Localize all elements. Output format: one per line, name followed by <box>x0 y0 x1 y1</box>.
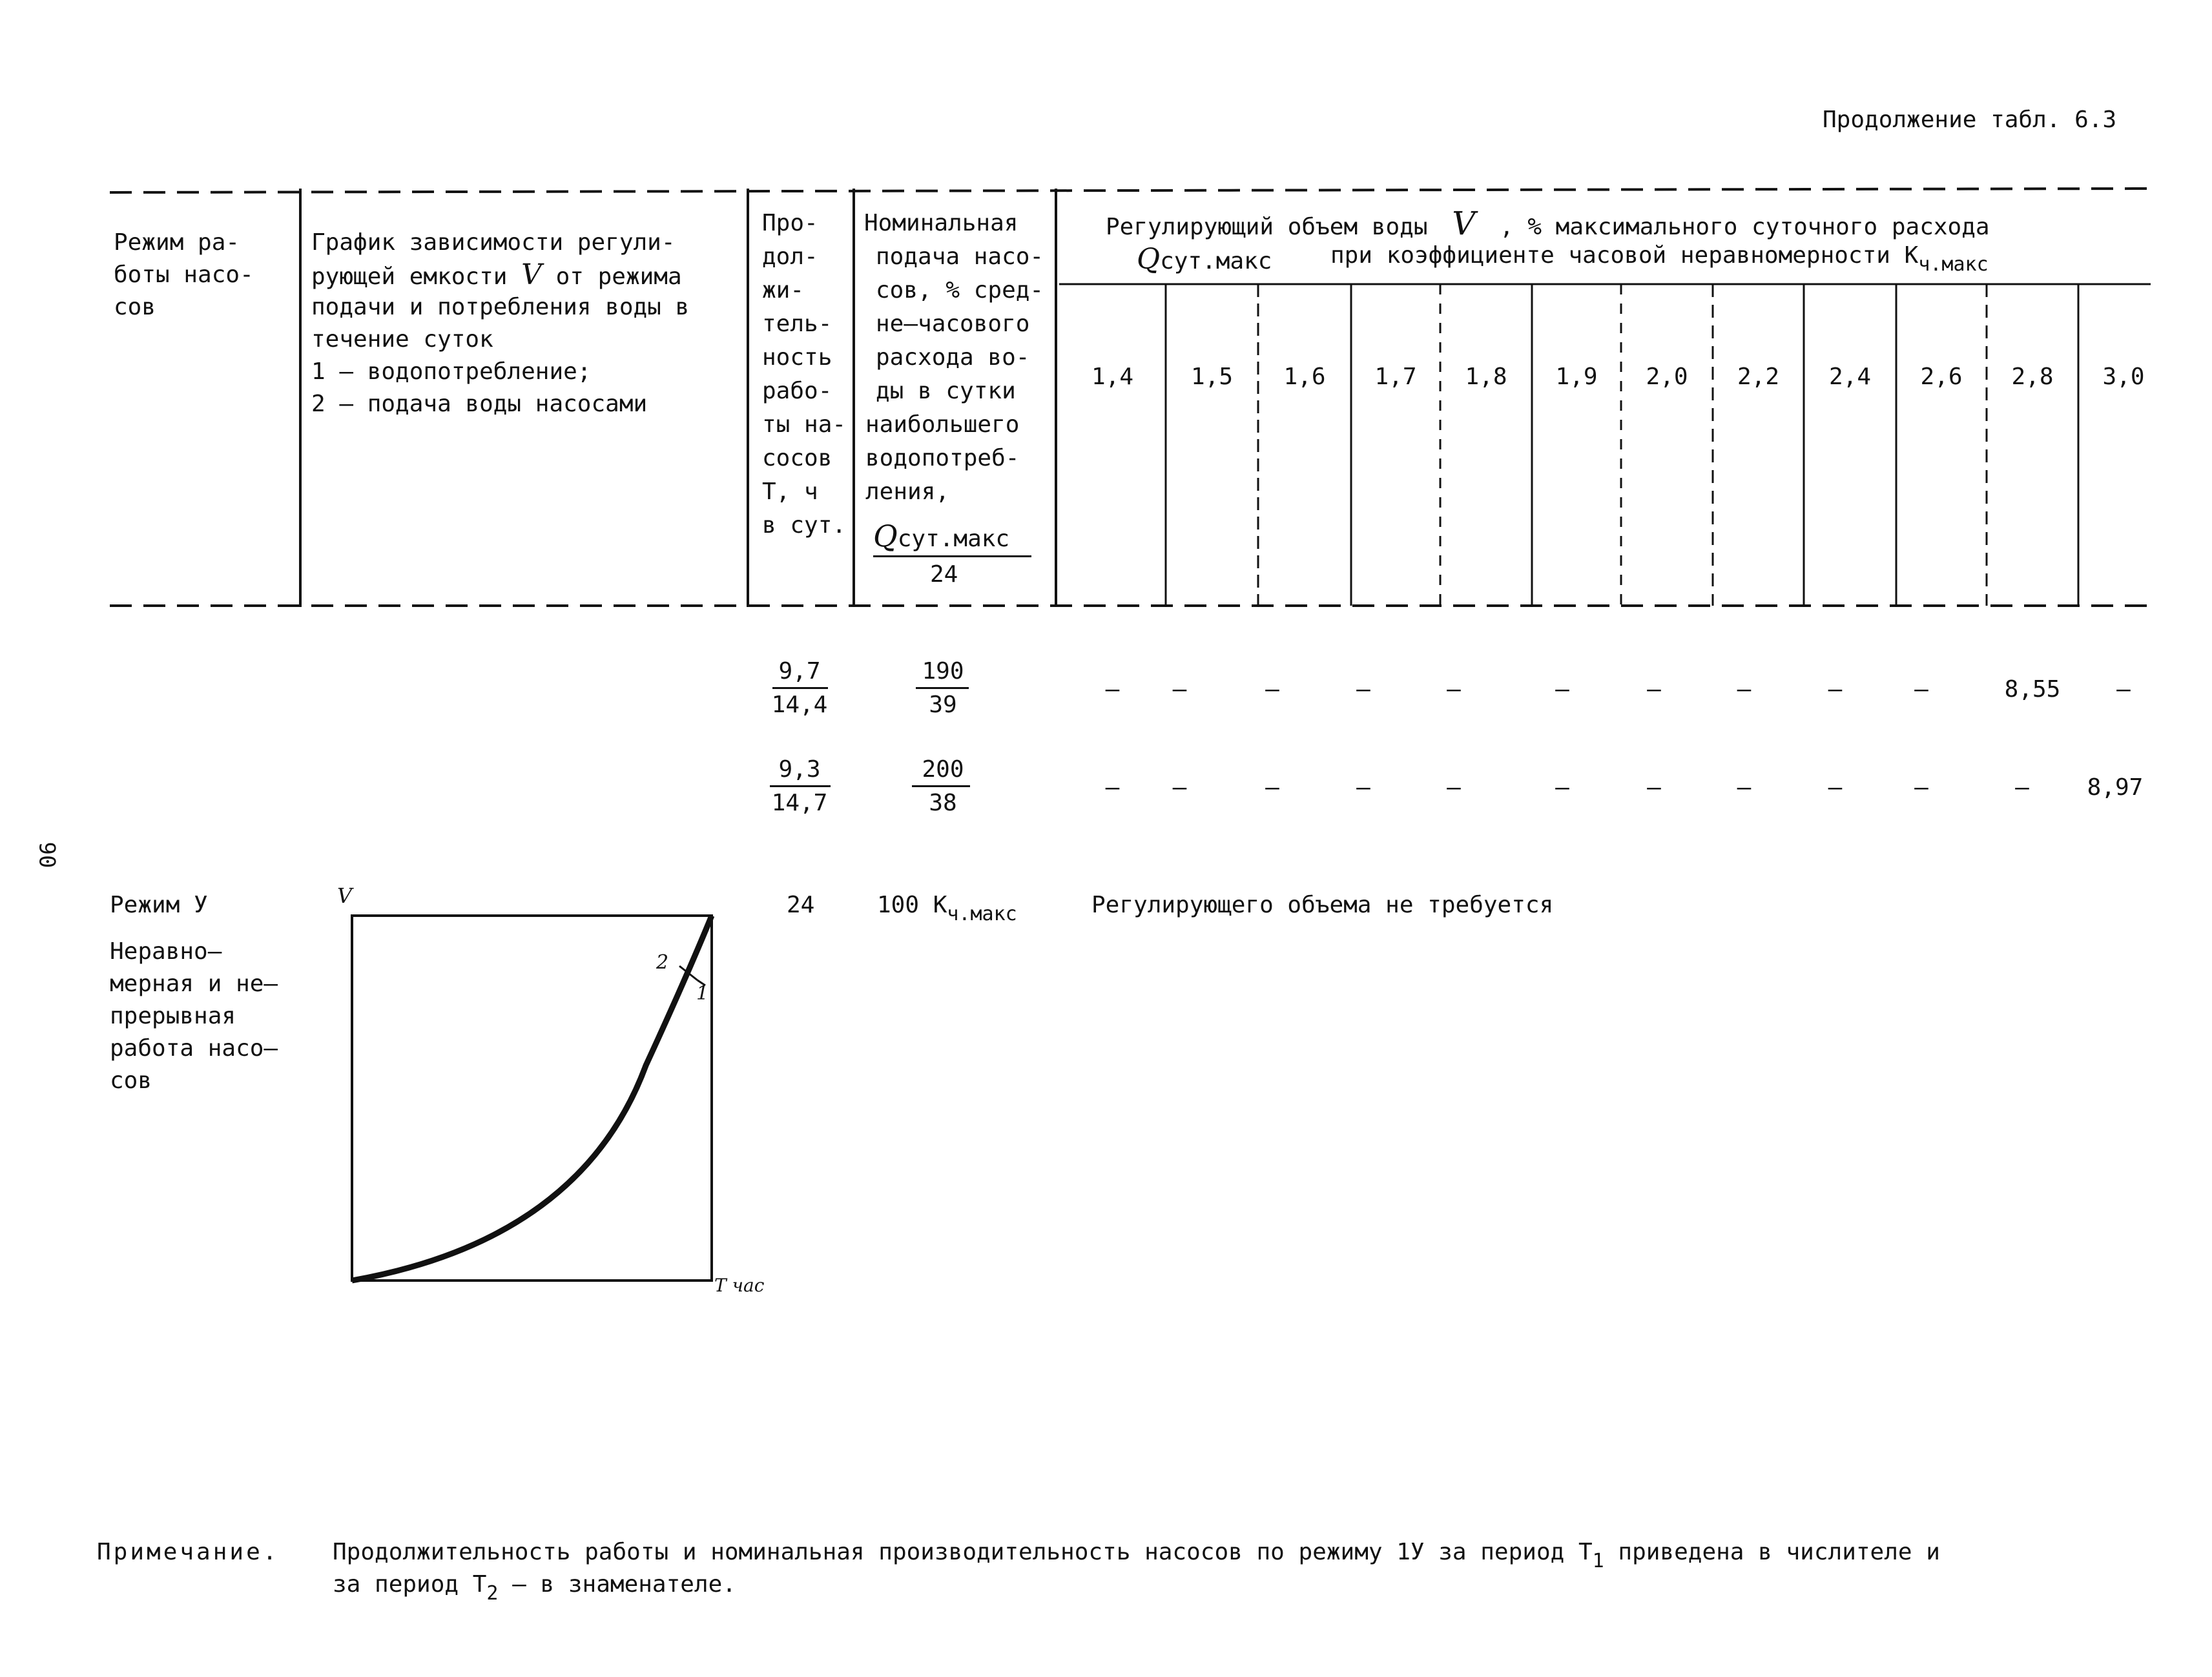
row2-value-9: – <box>1828 774 1843 801</box>
header-duration-line-7: ты на- <box>762 411 847 438</box>
header-graph-line-1: График зависимости регули- <box>311 229 676 256</box>
coef-header-11: 2,8 <box>2011 364 2054 390</box>
note-label: Примечание. <box>97 1539 280 1565</box>
mode5-desc-2: мерная и не– <box>110 971 278 997</box>
mode5-result: Регулирующего объема не требуется <box>1091 892 1554 918</box>
header-nominal-line-4: не–часового <box>876 311 1030 337</box>
row2-value-7: – <box>1647 774 1661 801</box>
header-duration-line-5: ность <box>762 344 832 371</box>
row2-value-4: – <box>1356 774 1370 801</box>
mode5-duration: 24 <box>787 892 815 918</box>
row2-value-8: – <box>1737 774 1752 801</box>
note-line-1: Продолжительность работы и номинальная производительность насосов по режиму 1У за период $T_1$ приведена в числителе и <box>333 1539 1940 1572</box>
header-graph-line-7: 2 – подача воды насосами <box>311 391 648 417</box>
header-nominal-line-7: наибольшего <box>865 411 1020 438</box>
row1-value-6: – <box>1555 676 1569 703</box>
mode5-desc-1: Неравно– <box>110 938 222 965</box>
header-duration-line-6: рабо- <box>762 378 832 404</box>
header-volume-line-1: Регулирующий объем воды V , % максимального суточного расхода <box>1106 205 1990 242</box>
row1-value-2: – <box>1172 676 1187 703</box>
header-duration-line-8: сосов <box>762 445 832 471</box>
row1-duration-num: 9,7 <box>778 658 821 684</box>
row1-value-9: – <box>1828 676 1843 703</box>
row2-duration-num: 9,3 <box>778 756 821 783</box>
row1-value-1: – <box>1105 676 1120 703</box>
header-volume-line-2: при коэффициенте часовой неравномерности $K_{ч.макс}$ <box>1330 242 1989 276</box>
coef-header-5: 1,8 <box>1465 364 1507 390</box>
row1-value-8: – <box>1737 676 1752 703</box>
coef-header-6: 1,9 <box>1555 364 1598 390</box>
row1-nominal-num: 190 <box>922 658 964 684</box>
coef-header-3: 1,6 <box>1283 364 1326 390</box>
graph-curve-label-2: 2 <box>656 951 669 974</box>
header-graph-line-5: течение суток <box>311 326 493 353</box>
coef-header-7: 2,0 <box>1646 364 1688 390</box>
row2-value-12: 8,97 <box>2087 774 2144 801</box>
mode5-desc-3: прерывная <box>110 1003 236 1029</box>
header-nominal-line-3: сов, % сред- <box>876 277 1044 304</box>
header-duration-line-10: в сут. <box>762 512 847 539</box>
mode5-title: Режим У <box>110 892 208 918</box>
header-nominal-line-1: Номинальная <box>864 210 1018 236</box>
graph-x-label: T час <box>714 1275 765 1296</box>
mode5-nominal: 100 $K_{ч.макс}$ <box>877 892 1017 925</box>
coef-header-12: 3,0 <box>2102 364 2145 390</box>
header-duration-line-4: тель- <box>762 311 832 337</box>
header-duration-line-2: дол- <box>762 243 818 270</box>
row2-value-2: – <box>1172 774 1187 801</box>
row2-nominal-num: 200 <box>922 756 964 783</box>
header-nominal-line-6: ды в сутки <box>876 378 1016 404</box>
header-volume-q-symbol: Qсут.макс <box>1137 243 1272 276</box>
continuation-label: Продолжение табл. 6.3 <box>1823 107 2117 133</box>
row2-value-3: – <box>1265 774 1279 801</box>
row1-value-4: – <box>1356 676 1370 703</box>
header-duration-line-9: T, ч <box>762 478 818 505</box>
header-mode-line-1: Режим ра- <box>114 229 240 256</box>
header-graph-line-4: подачи и потребления воды в <box>311 294 690 320</box>
coef-header-10: 2,6 <box>1920 364 1963 390</box>
graph-curve-label-1: 1 <box>696 982 709 1005</box>
row2-value-10: – <box>1914 774 1928 801</box>
coef-header-4: 1,7 <box>1374 364 1417 390</box>
header-graph-line-2: рующей емкости V от режима <box>311 258 682 291</box>
coef-header-9: 2,4 <box>1828 364 1872 390</box>
header-mode-line-2: боты насо- <box>114 262 254 288</box>
header-graph-line-6: 1 – водопотребление; <box>311 358 592 385</box>
row2-duration-den: 14,7 <box>771 790 828 816</box>
header-nominal-q-numerator: Qсут.макс <box>873 519 1010 553</box>
graph-y-label: V <box>337 883 353 908</box>
coef-header-1: 1,4 <box>1091 364 1134 390</box>
header-duration-line-3: жи- <box>762 277 805 304</box>
row1-value-5: – <box>1447 676 1461 703</box>
row1-value-3: – <box>1265 676 1279 703</box>
row1-value-11: 8,55 <box>2004 676 2061 703</box>
header-nominal-line-5: расхода во- <box>876 344 1030 371</box>
coef-header-8: 2,2 <box>1737 364 1780 390</box>
header-nominal-line-8: водопотреб- <box>865 445 1020 471</box>
page-number: 90 <box>34 841 60 869</box>
row2-value-6: – <box>1555 774 1569 801</box>
mode5-desc-4: работа насо– <box>110 1035 278 1062</box>
header-nominal-q-denominator: 24 <box>930 561 958 588</box>
header-mode-line-3: сов <box>114 294 156 320</box>
row2-value-11: – <box>2015 774 2029 801</box>
row2-value-5: – <box>1447 774 1461 801</box>
header-duration-line-1: Про- <box>762 210 818 236</box>
header-nominal-line-9: ления, <box>865 478 950 505</box>
note-line-2: за период $T_2$ – в знаменателе. <box>333 1571 736 1605</box>
row1-value-10: – <box>1914 676 1928 703</box>
row1-duration-den: 14,4 <box>771 692 828 718</box>
header-nominal-line-2: подача насо- <box>876 243 1044 270</box>
row2-value-1: – <box>1105 774 1120 801</box>
row1-nominal-den: 39 <box>929 692 957 718</box>
coef-header-2: 1,5 <box>1190 364 1234 390</box>
row1-value-12: – <box>2116 676 2131 703</box>
mode5-desc-5: сов <box>110 1067 152 1094</box>
row1-value-7: – <box>1647 676 1661 703</box>
row2-nominal-den: 38 <box>929 790 957 816</box>
